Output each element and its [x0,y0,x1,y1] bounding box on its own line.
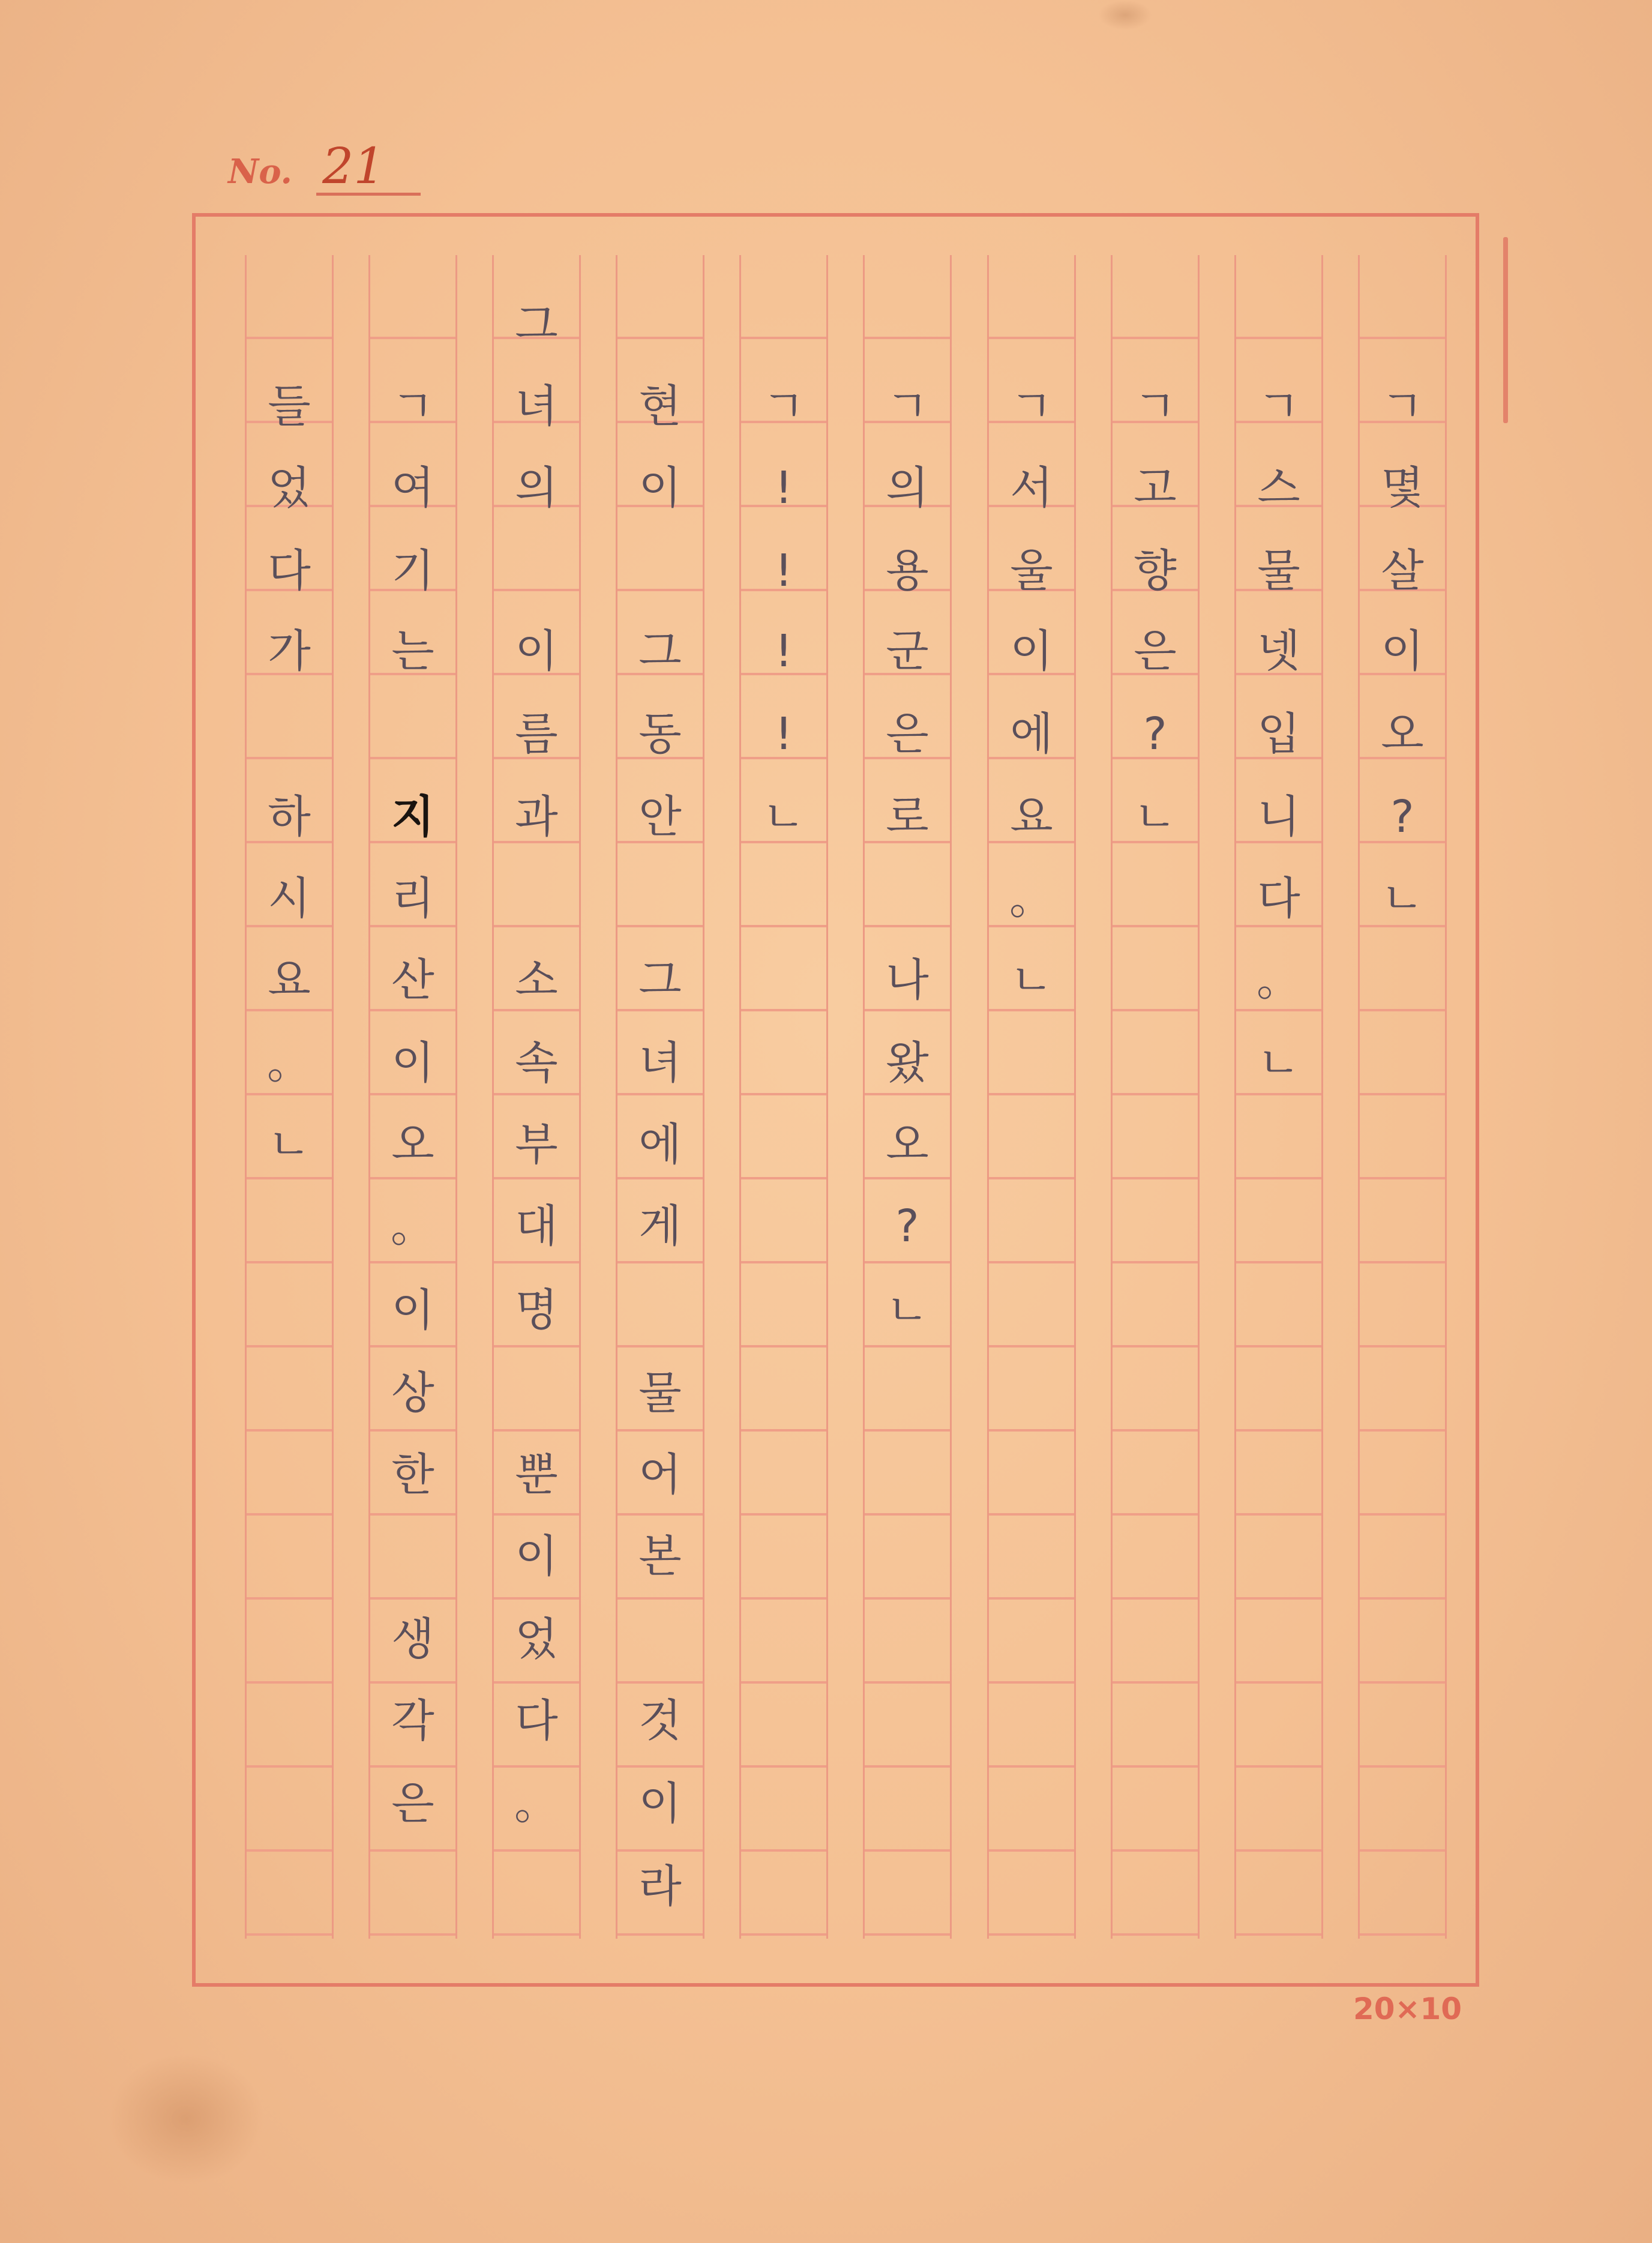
manuscript-cell: 동 [638,708,682,760]
manuscript-cell: 고 [1134,462,1177,514]
page-number [228,138,421,196]
manuscript-cell: 다 [515,1695,558,1747]
manuscript-cell: 군 [886,625,929,677]
manuscript-cell: 속 [515,1037,558,1089]
manuscript-cell [370,692,455,776]
manuscript-cell: 입 [1257,708,1300,760]
manuscript-cell: 녀 [515,381,558,432]
manuscript-cell: 。 [1257,954,1301,1006]
manuscript-column [739,255,828,1939]
manuscript-cell [370,1514,455,1598]
manuscript-cell: 리 [391,873,434,924]
manuscript-cell: 하 [268,791,311,843]
manuscript-cell: 녀 [638,1037,682,1089]
manuscript-cell: 상 [391,1367,434,1419]
manuscript-cell: 용 [886,545,929,597]
manuscript-cell: ㄱ [886,381,929,432]
manuscript-cell: 라 [638,1861,682,1912]
manuscript-cell: 울 [1010,545,1053,597]
manuscript-cell: ㄱ [1134,381,1177,432]
manuscript-cell: 이 [391,1284,434,1336]
manuscript-cell [617,857,703,941]
manuscript-cell: ㄴ [1134,791,1177,843]
manuscript-cell [617,1597,703,1681]
manuscript-cell: 이 [638,462,682,514]
manuscript-cell [494,529,579,613]
manuscript-cell: 생 [391,1613,434,1665]
manuscript-cell: 。 [391,1200,435,1252]
manuscript-cell [1236,283,1321,367]
manuscript-cell: ? [895,1200,919,1252]
manuscript-cell: 왔 [886,1037,929,1089]
manuscript-cell: 한 [391,1449,434,1501]
manuscript-cell: 안 [638,791,682,843]
paper-stain [1098,0,1152,30]
manuscript-cell: ㄱ [762,381,805,432]
manuscript-cell [247,692,332,776]
manuscript-cell: ? [1143,708,1167,760]
manuscript-cell [865,857,950,941]
manuscript-cell: 다 [1257,873,1300,924]
manuscript-cell [370,283,455,367]
manuscript-cell: ㄱ [1381,381,1424,432]
manuscript-cell: 물 [638,1367,682,1419]
manuscript-cell: ㄴ [1010,954,1053,1006]
manuscript-cell: 명 [515,1284,558,1336]
manuscript-cell: 대 [515,1200,558,1252]
manuscript-cell: 이 [515,1531,558,1582]
manuscript-cell: 산 [391,954,434,1006]
paper-stain [108,2053,264,2185]
manuscript-cell: 기 [391,545,434,597]
manuscript-column [1358,255,1447,1939]
manuscript-cell: 에 [638,1119,682,1170]
manuscript-cell: 。 [1009,873,1054,924]
manuscript-cell: ! [775,625,793,677]
manuscript-cell: ㄴ [1257,1037,1300,1089]
manuscript-cell: 살 [1381,545,1424,597]
manuscript-cell: 은 [1134,625,1177,677]
manuscript-cell: 이 [638,1778,682,1829]
manuscript-cell: 요 [268,954,311,1006]
manuscript-column [245,255,334,1939]
manuscript-column [492,255,581,1939]
manuscript-cell: 。 [514,1778,559,1829]
manuscript-cell [494,857,579,941]
manuscript-cell: 니 [1257,791,1300,843]
manuscript-cell: 의 [515,462,558,514]
manuscript-column [1234,255,1323,1939]
manuscript-cell: 이 [391,1037,434,1089]
manuscript-cell: 서 [1010,462,1053,514]
manuscript-cell: 여 [391,462,434,514]
manuscript-cell: 그 [515,299,558,351]
manuscript-cell [865,283,950,367]
manuscript-cell [617,283,703,367]
manuscript-cell: 요 [1010,791,1053,843]
manuscript-cell [741,283,826,367]
manuscript-cell: 스 [1257,462,1300,514]
manuscript-cell: 로 [886,791,929,843]
manuscript-cell: 나 [886,954,929,1006]
manuscript-cell: 름 [515,708,558,760]
manuscript-cell: 이 [1010,625,1053,677]
manuscript-cell: 각 [391,1695,434,1747]
manuscript-cell: ㄱ [1010,381,1053,432]
manuscript-cell: ? [1390,791,1414,843]
manuscript-cell: 들 [268,381,311,432]
manuscript-cell: 부 [515,1119,558,1170]
manuscript-cell: 지 [391,791,434,843]
manuscript-cell [617,529,703,613]
manuscript-cell: ㄱ [1257,381,1300,432]
manuscript-cell: ㄴ [886,1284,929,1336]
manuscript-cell: 이 [1381,625,1424,677]
manuscript-cell [1360,283,1445,367]
manuscript-cell: 에 [1010,708,1053,760]
manuscript-cell: ! [775,462,793,514]
manuscript-cell: 은 [391,1778,434,1829]
grid-size-label: 20×10 [1353,1992,1462,2026]
manuscript-cell: 본 [638,1531,682,1582]
manuscript-column [987,255,1076,1939]
manuscript-cell: 었 [268,462,311,514]
manuscript-cell: 。 [267,1037,311,1089]
manuscript-cell: 어 [638,1449,682,1501]
page-number-value: 21 [316,141,421,196]
manuscript-cell: 넷 [1257,625,1300,677]
page-number-label: No. [228,152,293,191]
manuscript-column [368,255,457,1939]
manuscript-cell [1113,283,1198,367]
manuscript-column [863,255,952,1939]
manuscript-cell: 다 [268,545,311,597]
manuscript-cell: ! [775,708,793,760]
manuscript-cell: 몇 [1381,462,1424,514]
manuscript-cell: 의 [886,462,929,514]
manuscript-cell: 게 [638,1200,682,1252]
manuscript-cell: 은 [886,708,929,760]
manuscript-cell: 는 [391,625,434,677]
manuscript-cell: 오 [1381,708,1424,760]
manuscript-cell [494,1351,579,1435]
manuscript-cell: ㄴ [762,791,805,843]
side-margin-mark [1503,237,1508,423]
manuscript-cell: 오 [391,1119,434,1170]
manuscript-cell: 뿐 [515,1449,558,1501]
manuscript-cell: 그 [638,954,682,1006]
manuscript-cell: ! [775,545,793,597]
manuscript-cell: 향 [1134,545,1177,597]
manuscript-cell: 가 [268,625,311,677]
manuscript-cell [247,283,332,367]
manuscript-cell: 시 [268,873,311,924]
manuscript-cell: 그 [638,625,682,677]
manuscript-cell [617,1268,703,1352]
manuscript-column [1111,255,1200,1939]
manuscript-cell [989,283,1074,367]
manuscript-cell: ㄴ [1381,873,1424,924]
manuscript-cell: 오 [886,1119,929,1170]
manuscript-cell: ㄴ [268,1119,311,1170]
manuscript-cell: ㄱ [391,381,434,432]
manuscript-cell: 현 [638,381,682,432]
manuscript-cell: 었 [515,1613,558,1665]
manuscript-cell: 소 [515,954,558,1006]
manuscript-cell: 이 [515,625,558,677]
manuscript-cell: 물 [1257,545,1300,597]
manuscript-cell: 것 [638,1695,682,1747]
manuscript-cell: 과 [515,791,558,843]
manuscript-column [616,255,704,1939]
